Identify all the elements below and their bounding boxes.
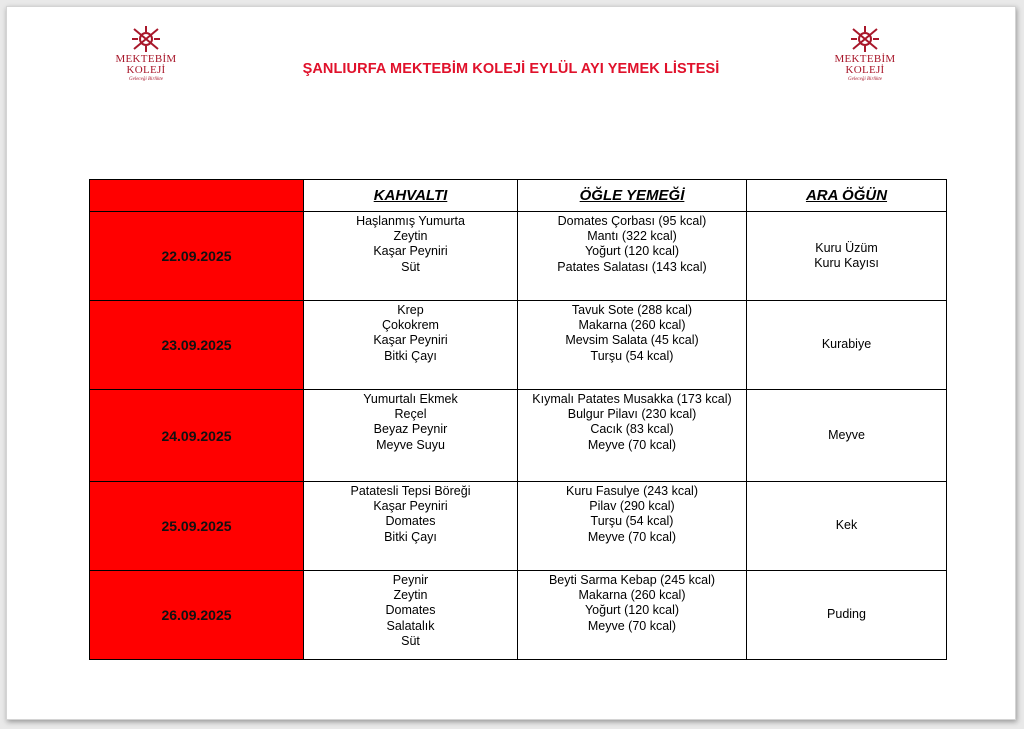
- breakfast-cell: [304, 212, 518, 301]
- header-corner-cell: [90, 180, 304, 212]
- breakfast-cell: [304, 301, 518, 390]
- table-row: [90, 301, 947, 390]
- logo-name-line1: MEKTEBİM: [834, 53, 896, 65]
- menu-item: Turşu (54 kcal): [590, 514, 674, 529]
- table-row: [90, 571, 947, 660]
- menu-item: Meyve Suyu: [376, 437, 445, 452]
- menu-item: Reçel: [394, 407, 427, 422]
- menu-item: Kuru Fasulye (243 kcal): [565, 484, 698, 498]
- lunch-cell: [518, 212, 747, 301]
- logo-tagline: Geleceği Birlikte: [847, 77, 882, 82]
- table-header-row: [90, 180, 947, 212]
- header-lunch: ÖĞLE YEMEĞİ: [518, 180, 747, 212]
- menu-item: Kek: [835, 518, 858, 533]
- menu-item: Puding: [827, 607, 866, 622]
- knot-emblem-icon: [129, 24, 163, 54]
- menu-item: Yoğurt (120 kcal): [584, 244, 680, 259]
- menu-item: Meyve: [828, 427, 865, 442]
- menu-item: Haşlanmış Yumurta: [356, 214, 465, 228]
- logo-name-line2: KOLEJİ: [126, 64, 166, 76]
- snack-cell: [747, 212, 947, 301]
- header-snack: ARA ÖĞÜN: [747, 180, 947, 212]
- table-row: [90, 482, 947, 571]
- menu-item: Yumurtalı Ekmek: [363, 392, 458, 406]
- knot-emblem-icon: [848, 24, 882, 54]
- menu-item: Kaşar Peyniri: [373, 244, 448, 259]
- logo-name-line2: KOLEJİ: [845, 64, 885, 76]
- menu-item: Süt: [401, 633, 420, 648]
- menu-item: Krep: [397, 303, 424, 317]
- menu-item: Yoğurt (120 kcal): [584, 603, 680, 618]
- menu-item: Bulgur Pilavı (230 kcal): [567, 407, 697, 422]
- menu-item: Domates: [385, 514, 436, 529]
- lunch-cell: [518, 301, 747, 390]
- school-logo-right: [825, 24, 905, 83]
- breakfast-cell: [304, 571, 518, 660]
- snack-cell: [747, 571, 947, 660]
- menu-item: Beyti Sarma Kebap (245 kcal): [548, 573, 716, 587]
- menu-item: Meyve (70 kcal): [587, 437, 677, 452]
- menu-item: Kıymalı Patates Musakka (173 kcal): [532, 392, 732, 406]
- logo-name-line1: MEKTEBİM: [115, 53, 177, 65]
- menu-item: Kuru Kayısı: [814, 256, 879, 270]
- menu-item: Meyve (70 kcal): [587, 529, 677, 544]
- menu-item: Cacık (83 kcal): [590, 422, 674, 437]
- menu-item: Turşu (54 kcal): [590, 348, 674, 363]
- date-cell: 26.09.2025: [90, 571, 304, 660]
- menu-item: Pilav (290 kcal): [589, 499, 675, 514]
- snack-cell: [747, 482, 947, 571]
- menu-item: Makarna (260 kcal): [578, 588, 686, 603]
- document-page: [6, 6, 1016, 720]
- menu-item: Zeytin: [393, 229, 428, 244]
- date-cell: 24.09.2025: [90, 390, 304, 482]
- menu-item: Peynir: [392, 573, 429, 587]
- menu-item: Bitki Çayı: [384, 529, 437, 544]
- lunch-cell: [518, 482, 747, 571]
- table-row: [90, 212, 947, 301]
- menu-item: Zeytin: [393, 588, 428, 603]
- page-title: ŞANLIURFA MEKTEBİM KOLEJİ EYLÜL AYI YEMEK LİSTESİ: [302, 61, 720, 77]
- menu-item: Beyaz Peynir: [373, 422, 448, 437]
- menu-item: Salatalık: [386, 618, 435, 633]
- menu-item: Süt: [401, 259, 420, 274]
- logo-tagline: Geleceği Birlikte: [128, 77, 163, 82]
- menu-item: Kuru Üzüm: [815, 240, 878, 255]
- menu-item: Makarna (260 kcal): [578, 318, 686, 333]
- menu-item: Mevsim Salata (45 kcal): [565, 333, 699, 348]
- menu-item: Bitki Çayı: [384, 348, 437, 363]
- lunch-cell: [518, 571, 747, 660]
- breakfast-cell: [304, 390, 518, 482]
- lunch-cell: [518, 390, 747, 482]
- menu-item: Meyve (70 kcal): [587, 618, 677, 633]
- breakfast-cell: [304, 482, 518, 571]
- menu-item: Domates Çorbası (95 kcal): [557, 214, 707, 228]
- snack-cell: [747, 301, 947, 390]
- snack-cell: [747, 390, 947, 482]
- menu-item: Kaşar Peyniri: [373, 499, 448, 514]
- table-row: [90, 390, 947, 482]
- date-cell: 25.09.2025: [90, 482, 304, 571]
- date-cell: 23.09.2025: [90, 301, 304, 390]
- menu-item: Çokokrem: [382, 318, 439, 333]
- menu-item: Patatesli Tepsi Böreği: [350, 484, 471, 498]
- menu-item: Domates: [385, 603, 436, 618]
- menu-item: Kaşar Peyniri: [373, 333, 448, 348]
- menu-item: Mantı (322 kcal): [587, 229, 677, 244]
- menu-item: Patates Salatası (143 kcal): [557, 259, 707, 274]
- menu-item: Kurabiye: [821, 337, 872, 352]
- header-breakfast: KAHVALTI: [304, 180, 518, 212]
- meal-menu-table: [89, 179, 947, 660]
- date-cell: 22.09.2025: [90, 212, 304, 301]
- menu-item: Tavuk Sote (288 kcal): [571, 303, 693, 317]
